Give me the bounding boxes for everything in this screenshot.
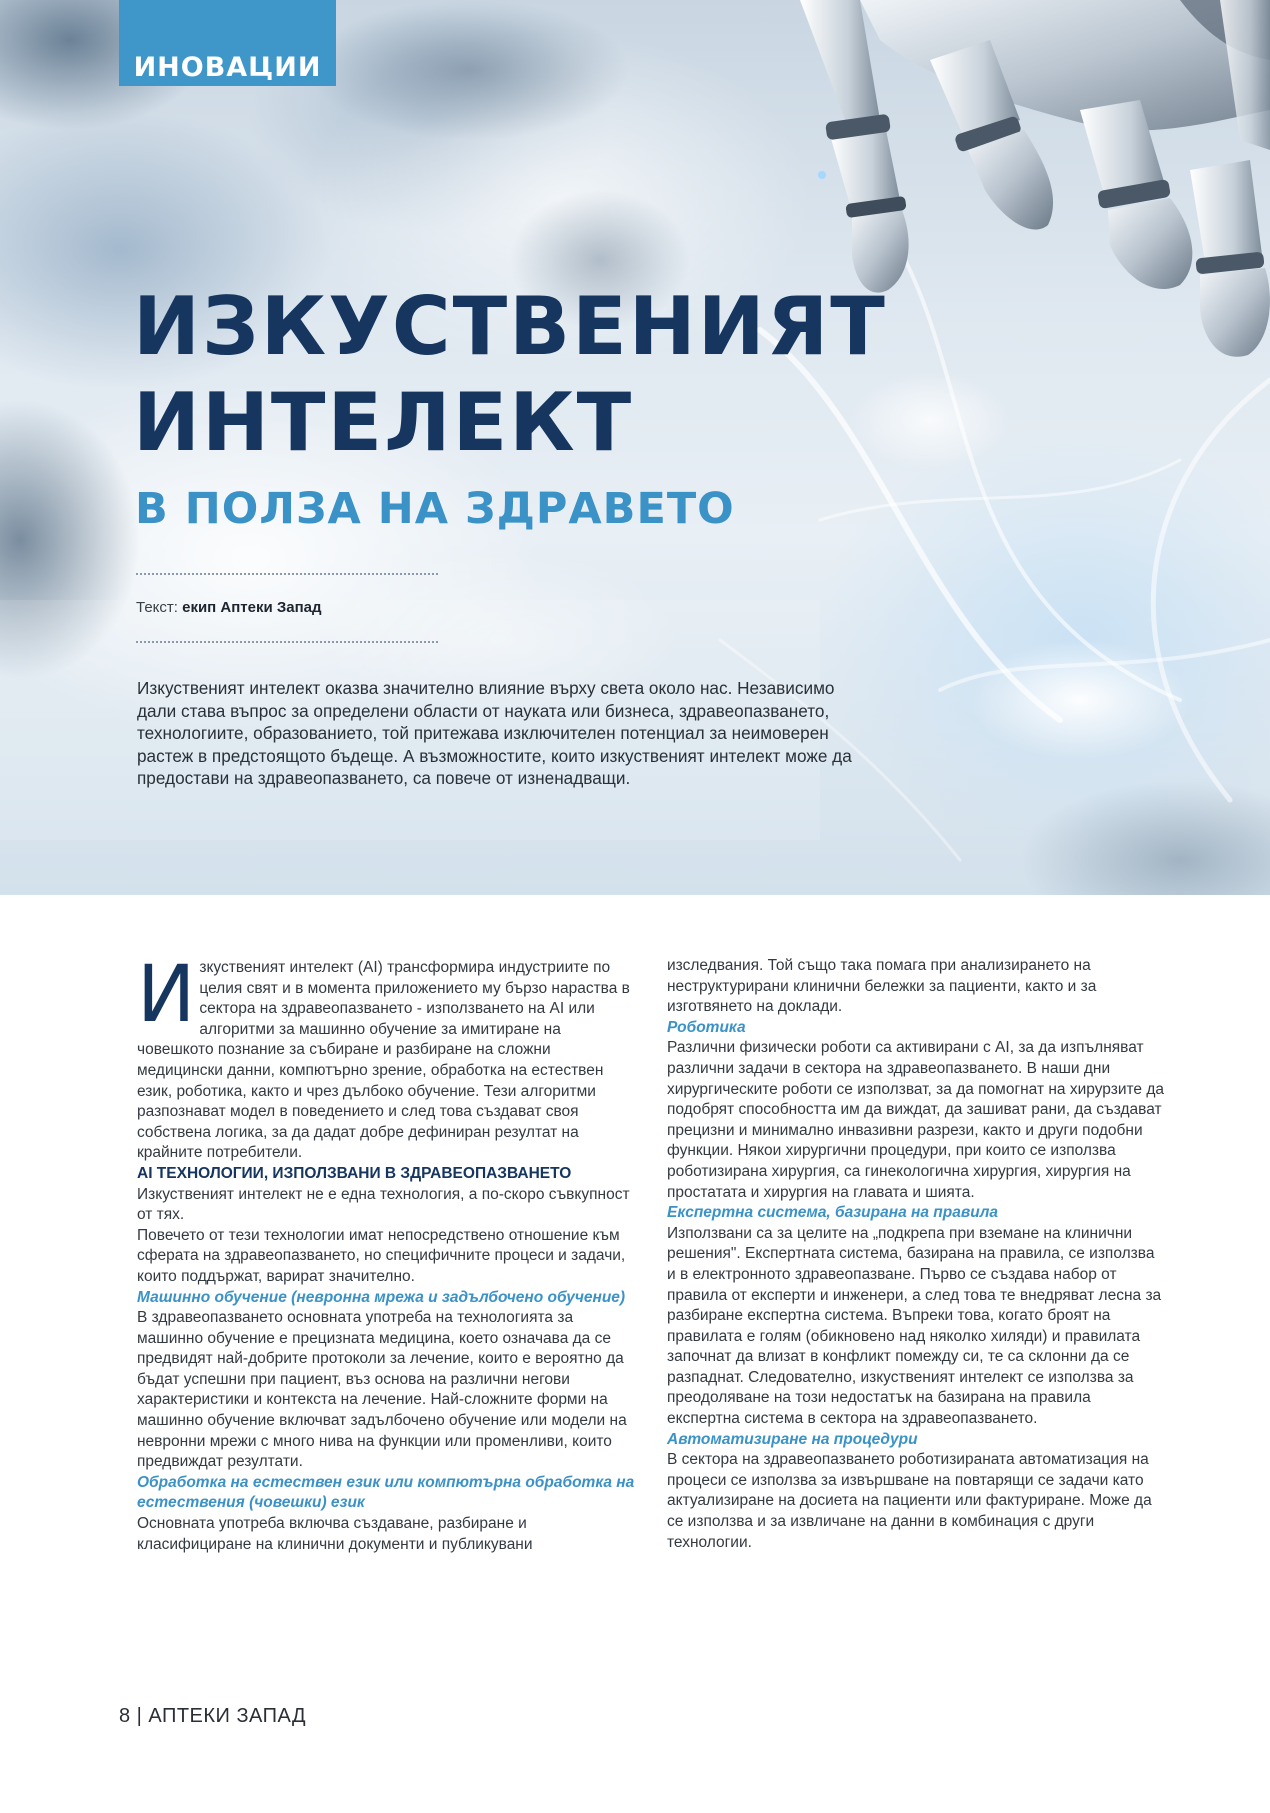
page-number: 8 bbox=[119, 1705, 131, 1727]
paragraph-tech-1: Изкуственият интелект не е една технология, а по-скоро съвкупност от тях. bbox=[137, 1185, 630, 1224]
intro-text: зкуственият интелект (AI) трансформира индустриите по целия свят и в момента приложението му бързо нараства в сектора на здравеопазването - използването на AI или алгоритми за машинно обучение за имитиране на човешкото познание за събиране и разбиране на сложни медицински данни, компютърно зрение, обработка на естествен език, роботика, както и чрез дълбоко обучение. Тези алгоритми разпознават модел в поведението и след това създават своя собствена логика, за да дадат добре дефиниран резултат на крайните потребители. bbox=[137, 959, 630, 1162]
subheading-automation: Автоматизиране на процедури bbox=[667, 1430, 918, 1448]
lead-paragraph: Изкуственият интелект оказва значително влияние върху света около нас. Независимо дали става въпрос за определени области от науката или бизнеса, здравеопазването, технологиите, образованието, той притежава изключителен потенциал за неимоверен растеж в предстоящото бъдеще. А възможностите, които изкуственият интелект може да предостави на здравеопазването, са повече от изненадващи. bbox=[137, 678, 852, 789]
intro-paragraph bbox=[137, 904, 637, 1164]
byline-author: екип Аптеки Запад bbox=[182, 599, 322, 616]
paragraph-expert-system: Използвани са за целите на „подкрепа при вземане на клинични решения". Експертната система, базирана на правила, се използва и в електронното здравеопазване. Първо се създава набор от правила от експерти и инженери, а след това те внедряват лесна за разбиране експертна система. Въпреки това, когато броят на правилата е голям (обикновено над няколко хиляди) и правилата започнат да влизат в конфликт помежду си, те са склонни да се разпаднат. Следователно, изкуственият интелект се използва за преодоляване на този недостатък на базирана на правила експертна система в сектора на здравеопазването. bbox=[667, 1224, 1162, 1428]
paragraph-automation: В сектора на здравеопазването роботизираната автоматизация на процеси се използва за извършване на повтарящи се задачи като актуализиране на досиета на пациенти или фактуриране. Може да се използва и за извличане на данни в комбинация с други технологии. bbox=[667, 1451, 1152, 1551]
article-column-left bbox=[137, 904, 637, 1555]
article-title-line-2: ИНТЕЛЕКТ bbox=[133, 376, 634, 469]
page-footer bbox=[119, 1705, 306, 1728]
subheading-machine-learning: Машинно обучение (невронна мрежа и задълбочено обучение) bbox=[137, 1288, 626, 1306]
subheading-robotics: Роботика bbox=[667, 1018, 746, 1036]
paragraph-robotics: Различни физически роботи са активирани с AI, за да изпълняват различни задачи в сектора на здравеопазването. В наши дни хирургическите роботи се използват, за да помогнат на хирурзите да подобрят способността им да виждат, да зашиват рани, да създават прецизни и минимално инвазивни разрези, както и други подобни функции. Някои хирургични процедури, при които се използва роботизирана хирургия, са гинекологична хирургия, хирургия на простатата и хирургия на главата и шията. bbox=[667, 1039, 1164, 1201]
paragraph-tech-2: Повечето от тези технологии имат непосредствено отношение към сферата на здравеопазването, но специфичните процеси и задачи, които поддържат, варират значително. bbox=[137, 1226, 626, 1285]
subheading-nlp: Обработка на естествен език или компютърна обработка на естествения (човешки) език bbox=[137, 1473, 635, 1512]
subheading-expert-system: Експертна система, базирана на правила bbox=[667, 1204, 998, 1222]
drop-cap: И bbox=[137, 950, 196, 1040]
heading-ai-technologies: AI ТЕХНОЛОГИИ, ИЗПОЛЗВАНИ В ЗДРАВЕОПАЗВАНЕТО bbox=[137, 1164, 572, 1182]
hero-banner bbox=[0, 0, 1270, 895]
paragraph-nlp: Основната употреба включва създаване, разбиране и класифициране на клинични документи и публикувани bbox=[137, 1515, 533, 1553]
article-subtitle: В ПОЛЗА НА ЗДРАВЕТО bbox=[135, 484, 735, 534]
paragraph-machine-learning: В здравеопазването основната употреба на технологията за машинно обучение е прецизната медицина, което означава да се предвидят най-добрите протоколи за лечение, които е вероятно да бъдат успешни при пациент, въз основа на различни негови характеристики и контекста на лечение. Най-сложните форми на машинно обучение включват задълбочено обучение или модели на невронни мрежи с много нива на функции или променливи, които предвиждат резултати. bbox=[137, 1309, 627, 1471]
divider-dotted-bottom bbox=[136, 641, 438, 643]
footer-separator: | bbox=[136, 1705, 143, 1727]
article-column-right bbox=[667, 956, 1167, 1553]
publication-name: АПТЕКИ ЗАПАД bbox=[148, 1705, 307, 1727]
paragraph-nlp-continued: изследвания. Той също така помага при анализирането на неструктурирани клинични бележки за пациенти, както и за изготвянето на доклади. bbox=[667, 957, 1097, 1016]
byline bbox=[136, 599, 322, 616]
section-tag: ИНОВАЦИИ bbox=[119, 0, 336, 86]
divider-dotted-top bbox=[136, 573, 438, 575]
byline-label: Текст: bbox=[136, 599, 178, 616]
article-title-line-1: ИЗКУСТВЕНИЯТ bbox=[133, 280, 887, 373]
